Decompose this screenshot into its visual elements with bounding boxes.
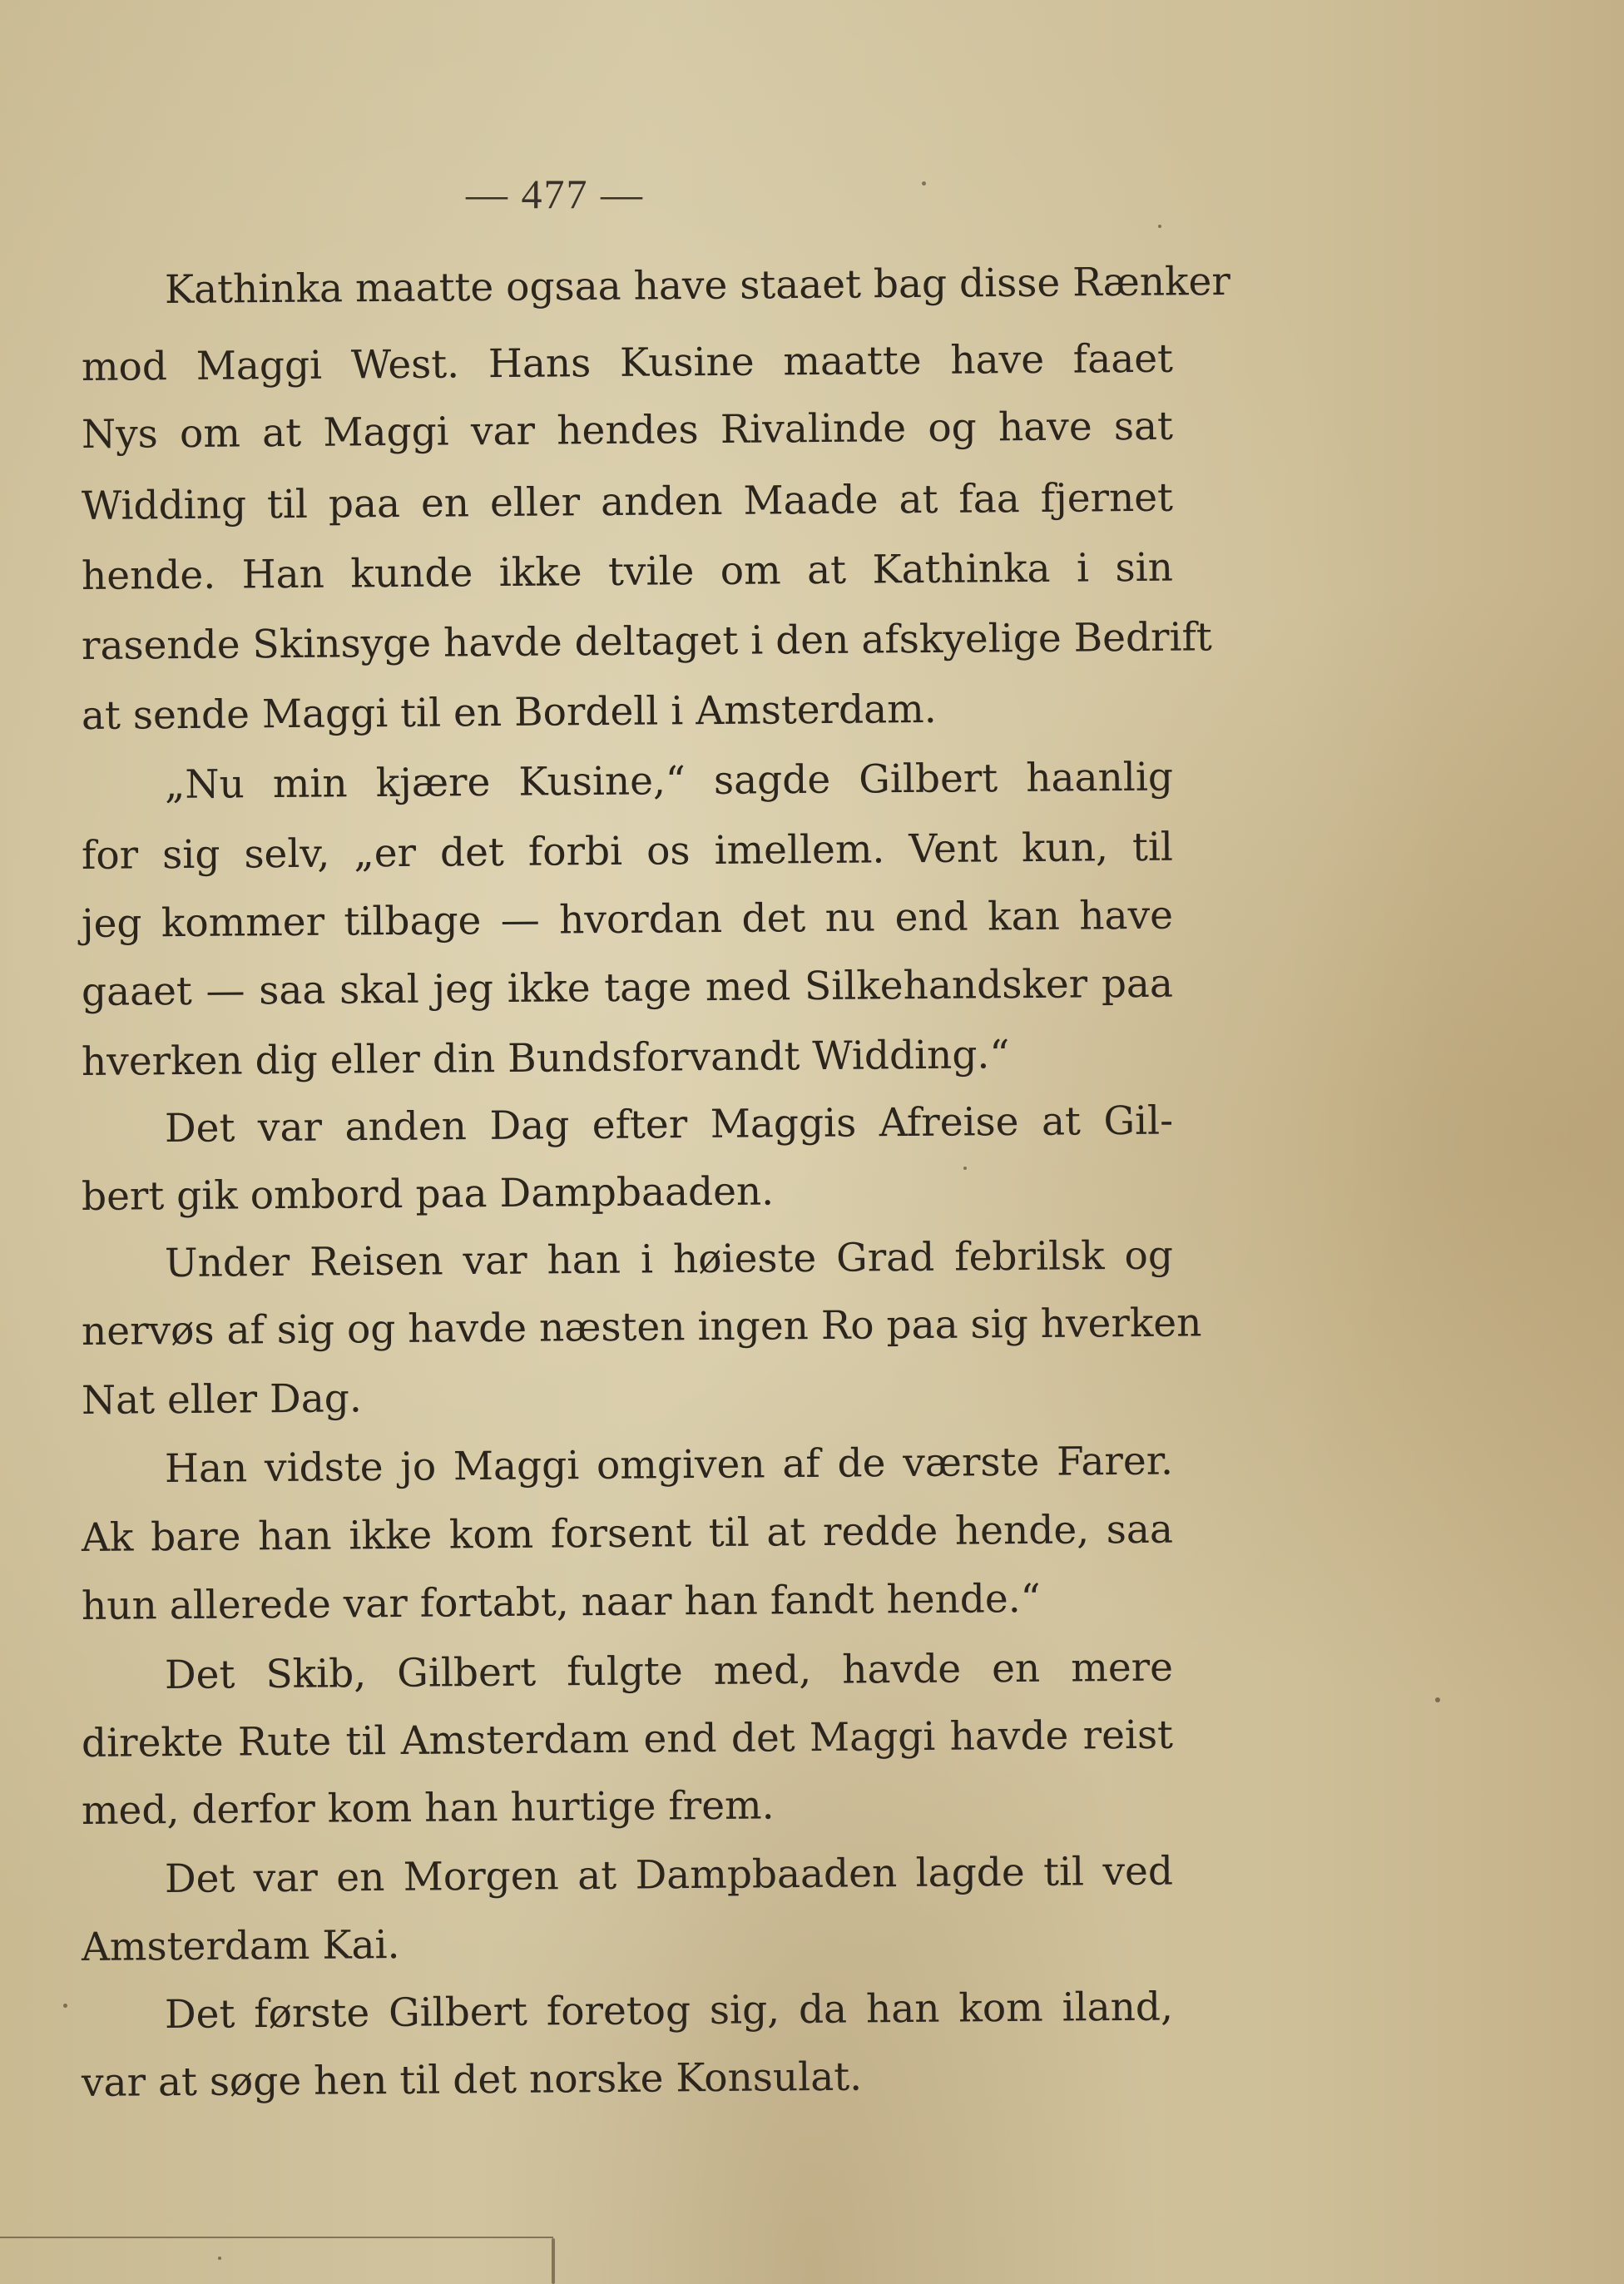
text-line-26: Det første Gilbert foretog sig, da han kom iland, bbox=[164, 1984, 1174, 2038]
text-line-16: nervøs af sig og havde næsten ingen Ro paa sig hverken bbox=[81, 1300, 1202, 1355]
paper-speck bbox=[1158, 225, 1161, 228]
text-line-3: Nys om at Maggi var hendes Rivalinde og have sat bbox=[81, 403, 1174, 458]
paper-speck bbox=[963, 1167, 967, 1170]
text-line-19: Ak bare han ikke kom forsent til at redde hende, saa bbox=[81, 1506, 1174, 1561]
text-line-1: Kathinka maatte ogsaa have staaet bag disse Rænker bbox=[164, 258, 1231, 313]
text-line-8: „Nu min kjære Kusine,“ sagde Gilbert haanlig bbox=[164, 754, 1174, 808]
page-bottom-rule-end bbox=[552, 2238, 555, 2284]
paper-speck bbox=[218, 2257, 221, 2260]
text-line-21: Det Skib, Gilbert fulgte med, havde en mere bbox=[164, 1644, 1174, 1698]
text-line-13: Det var anden Dag efter Maggis Afreise at Gil- bbox=[164, 1097, 1174, 1152]
page-bottom-rule bbox=[0, 2237, 553, 2238]
text-line-23: med, derfor kom han hurtige frem. bbox=[81, 1782, 775, 1834]
page-number: — 477 — bbox=[466, 171, 644, 217]
text-line-4: Widding til paa en eller anden Maade at faa fjernet bbox=[81, 474, 1174, 529]
text-line-15: Under Reisen var han i høieste Grad febrilsk og bbox=[164, 1232, 1174, 1286]
text-line-12: hverken dig eller din Bundsforvandt Widding.“ bbox=[81, 1032, 1010, 1085]
paper-speck bbox=[922, 181, 926, 186]
text-line-27: var at søge hen til det norske Konsulat. bbox=[81, 2054, 863, 2106]
text-line-9: for sig selv, „er det forbi os imellem. Vent kun, til bbox=[81, 824, 1174, 879]
text-line-22: direkte Rute til Amsterdam end det Maggi havde reist bbox=[81, 1712, 1174, 1766]
text-line-6: rasende Skinsyge havde deltaget i den afskyelige Bedrift bbox=[81, 614, 1213, 669]
paper-speck bbox=[63, 2004, 67, 2008]
text-line-20: hun allerede var fortabt, naar han fandt hende.“ bbox=[81, 1575, 1041, 1629]
text-line-18: Han vidste jo Maggi omgiven af de værste Farer. bbox=[164, 1438, 1174, 1492]
text-line-24: Det var en Morgen at Dampbaaden lagde til ved bbox=[164, 1848, 1174, 1902]
text-line-17: Nat eller Dag. bbox=[81, 1375, 363, 1424]
text-line-25: Amsterdam Kai. bbox=[81, 1921, 400, 1970]
text-line-10: jeg kommer tilbage — hvordan det nu end kan have bbox=[81, 892, 1174, 947]
text-line-11: gaaet — saa skal jeg ikke tage med Silkehandsker paa bbox=[81, 960, 1174, 1015]
text-line-5: hende. Han kunde ikke tvile om at Kathinka i sin bbox=[81, 544, 1174, 599]
text-line-14: bert gik ombord paa Dampbaaden. bbox=[81, 1168, 775, 1220]
paper-speck bbox=[1435, 1697, 1440, 1702]
text-line-7: at sende Maggi til en Bordell i Amsterdam. bbox=[81, 686, 937, 739]
text-line-2: mod Maggi West. Hans Kusine maatte have faaet bbox=[81, 335, 1174, 390]
